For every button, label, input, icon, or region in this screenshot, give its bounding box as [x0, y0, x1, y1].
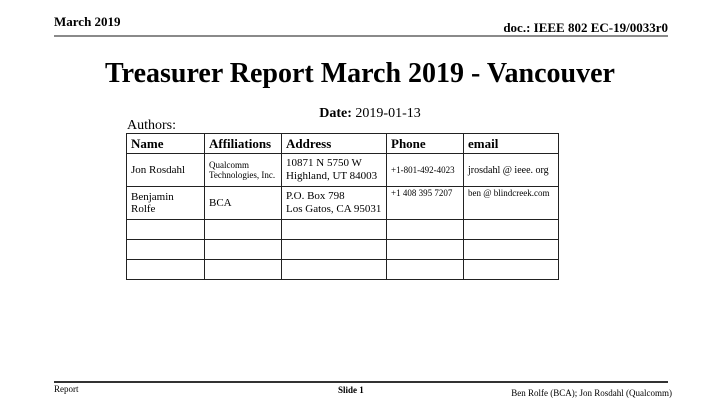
empty-cell	[127, 260, 205, 280]
empty-cell	[464, 220, 559, 240]
column-header-phone: Phone	[387, 134, 464, 154]
table-row	[127, 154, 559, 187]
empty-cell	[127, 240, 205, 260]
date-line	[0, 106, 720, 122]
empty-cell	[464, 240, 559, 260]
empty-cell	[205, 220, 282, 240]
author-affiliation: BCA	[205, 187, 282, 220]
author-affiliation: Qualcomm Technologies, Inc.	[205, 154, 282, 187]
author-name: Jon Rosdahl	[127, 154, 205, 187]
address-line1: 10871 N 5750 W	[286, 157, 362, 169]
author-email: ben @ blindcreek.com	[464, 187, 559, 220]
address-line2: Los Gatos, CA 95031	[286, 203, 382, 215]
slide-number: Slide 1	[338, 385, 364, 395]
footer-label: Report	[54, 384, 79, 394]
table-row-empty	[127, 240, 559, 260]
author-address	[282, 187, 387, 220]
author-email: jrosdahl @ ieee. org	[464, 154, 559, 187]
header-date: March 2019	[54, 14, 121, 29]
empty-cell	[387, 260, 464, 280]
header-divider	[54, 35, 668, 37]
empty-cell	[282, 220, 387, 240]
author-phone: +1 408 395 7207	[387, 187, 464, 220]
empty-cell	[282, 260, 387, 280]
empty-cell	[127, 220, 205, 240]
column-header-name: Name	[127, 134, 205, 154]
footer-authors: Ben Rolfe (BCA); Jon Rosdahl (Qualcomm)	[511, 388, 672, 398]
table-header-row	[127, 134, 559, 154]
authors-label: Authors:	[127, 118, 176, 133]
empty-cell	[282, 240, 387, 260]
table-row	[127, 187, 559, 220]
address-line2: Highland, UT 84003	[286, 170, 378, 182]
empty-cell	[387, 220, 464, 240]
footer-divider	[54, 381, 668, 383]
column-header-email: email	[464, 134, 559, 154]
page-title: Treasurer Report March 2019 - Vancouver	[105, 58, 615, 89]
empty-cell	[387, 240, 464, 260]
table-row-empty	[127, 260, 559, 280]
empty-cell	[205, 260, 282, 280]
empty-cell	[205, 240, 282, 260]
header-doc-id: doc.: IEEE 802 EC-19/0033r0	[503, 20, 668, 35]
date-value: 2019-01-13	[355, 106, 421, 121]
empty-cell	[464, 260, 559, 280]
table-row-empty	[127, 220, 559, 240]
column-header-address: Address	[282, 134, 387, 154]
date-label: Date:	[319, 106, 352, 121]
address-line1: P.O. Box 798	[286, 190, 345, 202]
column-header-affiliations: Affiliations	[205, 134, 282, 154]
author-phone: +1-801-492-4023	[387, 154, 464, 187]
authors-table	[126, 133, 559, 280]
author-address	[282, 154, 387, 187]
author-name: Benjamin Rolfe	[127, 187, 205, 220]
